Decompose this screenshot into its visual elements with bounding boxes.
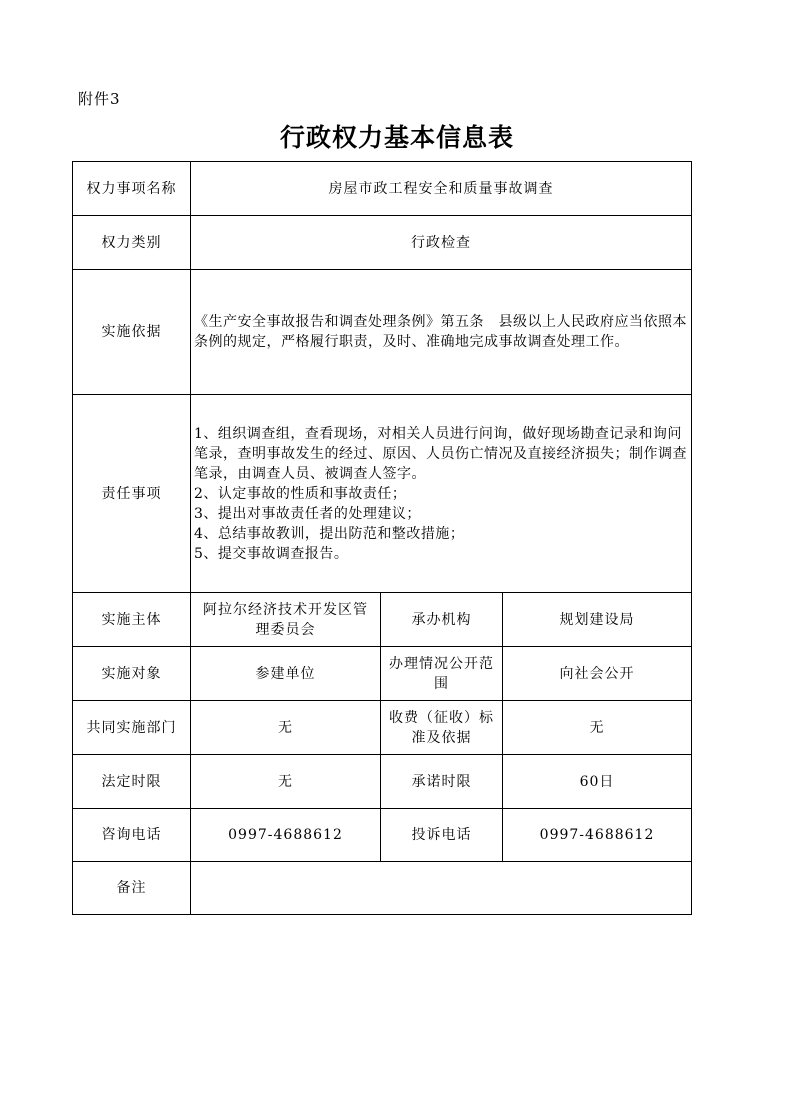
remarks-label: 备注 bbox=[73, 862, 191, 915]
target-value: 参建单位 bbox=[191, 647, 381, 701]
responsibility-item: 3、提出对事故责任者的处理建议； bbox=[194, 505, 421, 522]
promised-time-value: 60日 bbox=[503, 755, 692, 809]
time-limit-label: 法定时限 bbox=[73, 755, 191, 809]
table-row bbox=[73, 701, 692, 755]
power-category-label: 权力类别 bbox=[73, 216, 191, 270]
responsibilities-value bbox=[191, 395, 692, 593]
fee-standard-label: 收费（征收）标准及依据 bbox=[381, 701, 503, 755]
page-title: 行政权力基本信息表 bbox=[279, 123, 514, 152]
power-category-value: 行政检查 bbox=[191, 216, 692, 270]
fee-standard-value: 无 bbox=[503, 701, 692, 755]
info-table bbox=[72, 161, 692, 915]
table-row bbox=[73, 862, 692, 915]
table-row bbox=[73, 270, 692, 395]
implementing-body-value: 阿拉尔经济技术开发区管理委员会 bbox=[191, 593, 381, 647]
consult-phone-value: 0997-4688612 bbox=[191, 809, 381, 862]
table-row bbox=[73, 593, 692, 647]
joint-dept-value: 无 bbox=[191, 701, 381, 755]
table-row bbox=[73, 162, 692, 216]
disclosure-scope-value: 向社会公开 bbox=[503, 647, 692, 701]
attachment-label: 附件3 bbox=[78, 90, 121, 108]
disclosure-scope-label: 办理情况公开范围 bbox=[381, 647, 503, 701]
responsibility-item: 4、总结事故教训，提出防范和整改措施； bbox=[194, 525, 465, 542]
handling-agency-label: 承办机构 bbox=[381, 593, 503, 647]
responsibilities-label: 责任事项 bbox=[73, 395, 191, 593]
responsibility-item: 5、提交事故调查报告。 bbox=[194, 545, 349, 562]
implementing-body-label: 实施主体 bbox=[73, 593, 191, 647]
complaint-phone-value: 0997-4688612 bbox=[503, 809, 692, 862]
power-name-value: 房屋市政工程安全和质量事故调查 bbox=[191, 162, 692, 216]
responsibility-item: 1、组织调查组，查看现场，对相关人员进行问询，做好现场勘查记录和询问笔录，查明事故发生的经过、原因、人员伤亡情况及直接经济损失；制作调查笔录，由调查人员、被调查人签字。 bbox=[194, 425, 687, 482]
joint-dept-label: 共同实施部门 bbox=[73, 701, 191, 755]
legal-basis-label: 实施依据 bbox=[73, 270, 191, 395]
consult-phone-label: 咨询电话 bbox=[73, 809, 191, 862]
power-name-label: 权力事项名称 bbox=[73, 162, 191, 216]
complaint-phone-label: 投诉电话 bbox=[381, 809, 503, 862]
promised-time-label: 承诺时限 bbox=[381, 755, 503, 809]
responsibility-item: 2、认定事故的性质和事故责任； bbox=[194, 485, 407, 502]
table-row bbox=[73, 809, 692, 862]
table-row bbox=[73, 216, 692, 270]
table-row bbox=[73, 647, 692, 701]
table-row bbox=[73, 755, 692, 809]
target-label: 实施对象 bbox=[73, 647, 191, 701]
remarks-value bbox=[191, 862, 692, 915]
time-limit-value: 无 bbox=[191, 755, 381, 809]
legal-basis-value: 《生产安全事故报告和调查处理条例》第五条 县级以上人民政府应当依照本条例的规定，严格履行职责，及时、准确地完成事故调查处理工作。 bbox=[191, 270, 692, 395]
table-row bbox=[73, 395, 692, 593]
handling-agency-value: 规划建设局 bbox=[503, 593, 692, 647]
